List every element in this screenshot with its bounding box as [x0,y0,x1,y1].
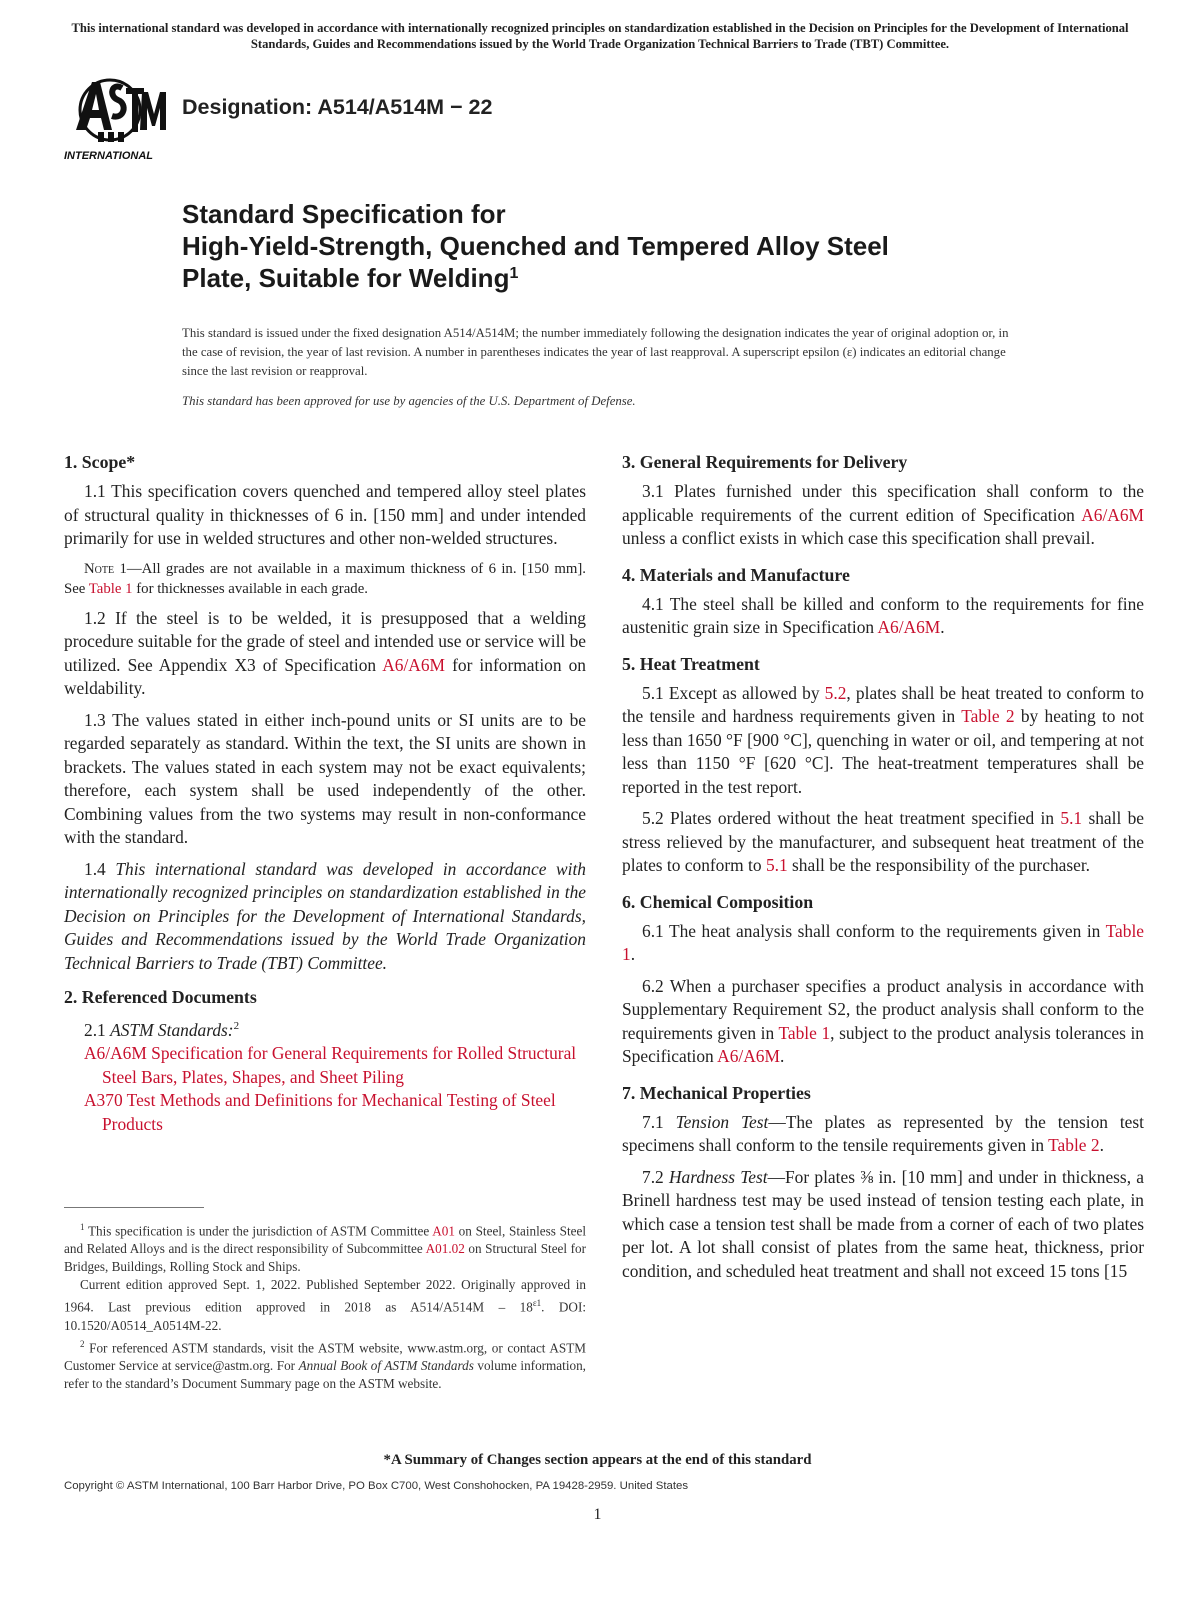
para-5-1: 5.1 Except as allowed by 5.2, plates shall be heat treated to conform to the tensile and hardness requirements given in Table 2 by heating to not less than 1650 °F [900 °C], quenching in water or oil, and tempering at not less than 1150 °F [620 °C]. The heat-treatment temperatures shall be reported in the test report. [622,682,1145,797]
section-4-heading: 4. Materials and Manufacture [622,564,850,585]
link-5-1[interactable]: 5.1 [1060,808,1083,828]
ref-a6[interactable]: A6/A6M Specification for General Requirements for Rolled Structural Steel Bars, Plates, Shapes, and Sheet Piling [84,1043,577,1087]
para-7-2: 7.2 Hardness Test—For plates ⅜ in. [10 mm] and under in thickness, a Brinell hardness test may be used instead of tension testing each plate, in which case a tension test shall be made from a corner of each of two plates per lot. A lot shall consist of plates from the same heat, thickness, prior condition, and scheduled heat treatment and shall not exceed 15 tons [15 [622,1166,1144,1281]
para-6-1: 6.1 The heat analysis shall conform to the requirements given in Table 1. [622,920,1144,964]
para-3-1: 3.1 Plates furnished under this specification shall conform to the applicable requirements of the current edition of Specification A6/A6M unless a conflict exists in which case this specification shall prevail. [622,481,1144,548]
link-a01[interactable]: A01 [432,1223,455,1239]
document-title [182,198,1082,294]
link-a6[interactable]: A6/A6M [382,654,446,675]
para-1-2: 1.2 If the steel is to be welded, it is presupposed that a welding procedure suitable for the grade of steel and intended use or service will be utilized. See Appendix X3 of Specification A6/A6M for information on weldability. [64,607,586,698]
para-1-4: 1.4 This international standard was developed in accordance with internationally recognized principles on standardization established in the Decision on Principles for the Development of International Standards, Guides and Recommendations issued by the World Trade Organization Technical Barriers to Trade (TBT) Committee. [64,858,586,973]
summary-of-changes-notice: *A Summary of Changes section appears at the end of this standard [383,1452,812,1468]
issued-statement: This standard is issued under the fixed designation A514/A514M; the number immediately following the designation indicates the year of original adoption or, in the case of revision, the year of last revision. A number in parentheses indicates the year of last reapproval. A superscript epsilon (ε) indicates an editorial change since the last revision or reapproval. [182,326,1009,378]
para-1-1: 1.1 This specification covers quenched and tempered alloy steel plates of structural quality in thicknesses of 6 in. [150 mm] and under intended primarily for use in welded structures and other non-welded structures. [64,481,586,548]
section-7-heading: 7. Mechanical Properties [622,1082,811,1103]
link-a6[interactable]: A6/A6M [877,617,941,637]
link-table-1[interactable]: Table 1 [88,580,133,597]
para-6-2: 6.2 When a purchaser specifies a product analysis in accordance with Supplementary Requirement S2, the product analysis shall conform to the requirements given in Table 1, subject to the product analysis tolerances in Specification A6/A6M. [622,975,1144,1066]
right-column [622,450,1144,1291]
title-line-3: Plate, Suitable for Welding$^1$ [182,263,519,293]
para-4-1: 4.1 The steel shall be killed and conform to the requirements for fine austenitic grain size in Specification A6/A6M. [622,593,1144,637]
astm-logo [62,70,168,166]
link-table-2[interactable]: Table 2 [1048,1135,1100,1155]
copyright: Copyright © ASTM International, 100 Barr Harbor Drive, PO Box C700, West Conshohocken, PA 19428-2959. United States [64,1480,689,1492]
footnote-1-edition: Current edition approved Sept. 1, 2022. Published September 2022. Originally approved in 1964. Last previous edition approved in 2018 as $A514/A514M - 18^{\varepsilon 1}$. DOI: 10.1520/A0514_A0514M-22. [64,1277,586,1333]
astm-logo-icon [62,70,168,166]
link-a6[interactable]: A6/A6M [717,1046,780,1066]
footnote-2: $^2$ For referenced ASTM standards, visit the ASTM website, www.astm.org, or contact ASTM Customer Service at service@astm.org. For Annual Book of ASTM Standards volume information, refer to the standard’s Document Summary page on the ASTM website. [64,1338,586,1392]
para-5-2: 5.2 Plates ordered without the heat treatment specified in 5.1 shall be stress relieved by the manufacturer, and subsequent heat treatment of the plates to conform to 5.1 shall be the responsibility of the purchaser. [622,808,1144,875]
link-table-2[interactable]: Table 2 [961,706,1015,726]
link-table-1[interactable]: Table 1 [778,1022,831,1043]
para-7-1: 7.1 Tension Test—The plates as represented by the tension test specimens shall conform to the tensile requirements given in Table 2. [622,1111,1144,1155]
dod-approval: This standard has been approved for use by agencies of the U.S. Department of Defense. [182,394,636,408]
link-5-1[interactable]: 5.1 [765,855,788,875]
title-footnote-mark: 1 [509,265,519,282]
para-1-3: 1.3 The values stated in either inch-pound units or SI units are to be regarded separately as standard. Within the text, the SI units are shown in brackets. The values stated in each system may not be exact equivalents; therefore, each system shall be used independently of the other. Combining values from the two systems may result in non-conformance with the standard. [64,709,586,847]
section-1-heading: 1. Scope* [64,452,136,472]
page-number: 1 [593,1506,602,1523]
section-2-heading: 2. Referenced Documents [64,987,257,1007]
link-a6[interactable]: A6/A6M [1081,504,1144,525]
section-3-heading: 3. General Requirements for Delivery [622,452,908,472]
logo-international-text: INTERNATIONAL [64,150,154,162]
link-table-1[interactable]: Table 1 [622,920,1144,964]
link-a01-02[interactable]: A01.02 [425,1241,465,1257]
footnote-rule [64,1207,204,1208]
footnotes [64,1218,586,1393]
note-1: Note 1—All grades are not available in a maximum thickness of 6 in. [150 mm]. See Table 1 for thicknesses available in each grade. [64,560,586,597]
link-5-2[interactable]: 5.2 [824,682,847,703]
title-line-2: High-Yield-Strength, Quenched and Tempered Alloy Steel [182,231,889,261]
designation: Designation: A514/A514M − 22 [182,95,493,119]
tbt-notice: This international standard was developed in accordance with internationally recognized principles on standardization established in the Decision on Principles for the Development of International Standards, Guides and Recommendations issued by the World Trade Organization Technical Barriers to Trade (TBT) Committee. [71,21,1129,51]
left-column [64,450,586,1136]
para-2-1: 2.1 ASTM Standards:$^2$ [84,1019,240,1040]
ref-a370[interactable]: A370 Test Methods and Definitions for Mechanical Testing of Steel Products [84,1090,556,1134]
title-line-1: Standard Specification for [182,199,506,229]
section-6-heading: 6. Chemical Composition [622,891,814,912]
footnote-1: $^1$ This specification is under the jurisdiction of ASTM Committee A01 on Steel, Stainless Steel and Related Alloys and is the direct responsibility of Subcommittee A01.02 on Structural Steel for Bridges, Buildings, Rolling Stock and Ships. [64,1222,587,1275]
section-5-heading: 5. Heat Treatment [622,653,760,674]
